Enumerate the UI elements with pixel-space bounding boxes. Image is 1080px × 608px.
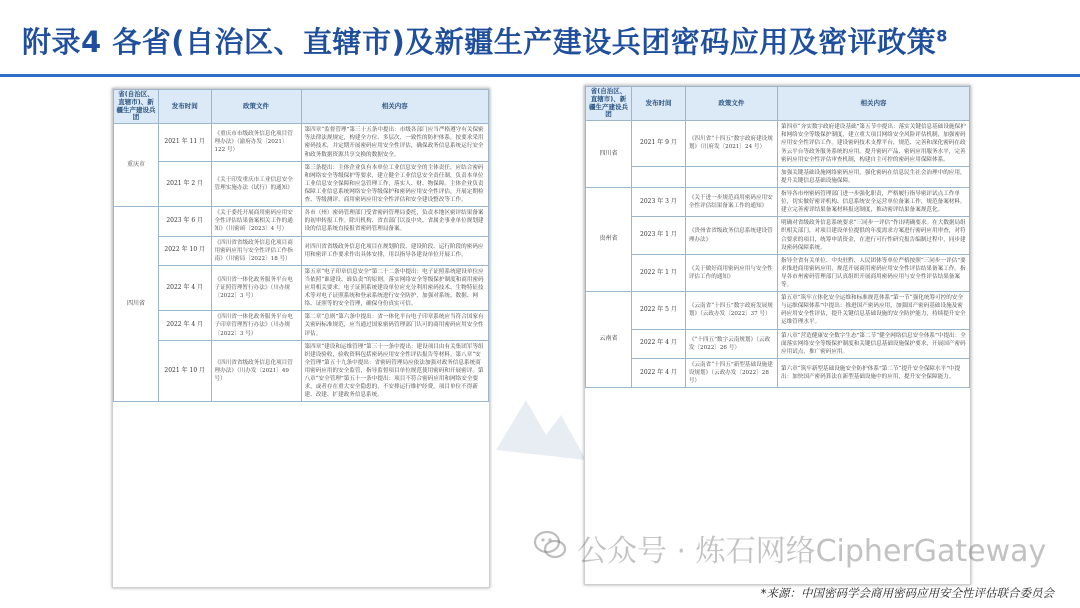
content-cell: 第四章“监督管理”第三十五条中提出：市级各部门应当严格遵守有关保密等法律法规规定，构建全方位、多层次、一致性的防护体系，按要求采用密码技术，并定期开展密码应用安全性评估，确保政务信息系统运行安全和政务数据资源共享交换的数据安全。 [301,124,489,161]
date-cell: 2022 年 1 月 [632,254,686,291]
page-title-footnote: 8 [936,26,948,46]
content-cell: 第六章“筑牢新型基础设施安全防护体系”第二节“提升安全保障水平”中提出：加快国产密码算法在新型基础设施中的应用，提升安全保障能力。 [777,358,969,387]
table-row [586,358,970,387]
table-row [114,236,489,265]
content-cell: 对四川省省级政务信息化项目在规划阶段、建设阶段、运行阶段的密码应用和密评工作要求作出具体安排，用以指导各建设单位开展工作。 [301,236,489,265]
table-row [586,254,970,291]
policy-cell: 《四川省“十四五”数字政府建设规划》（川府发〔2021〕24 号） [685,121,777,167]
title-rule [0,74,1080,77]
table-body-left [114,124,489,402]
watermark-text: 公众号 · 炼石网络CipherGateway [577,534,1047,569]
province-cell: 重庆市 [114,124,159,207]
content-cell: 加强关键基础设施网络密码应用，强化密码在信息民生社会治理中的应用，提升关键信息基础设施保障。 [777,166,969,187]
date-cell: 2022 年 4 月 [159,265,212,311]
table-row [586,121,970,167]
table-row [586,187,970,216]
policy-cell: 《四川省省级政务信息化项目管理办法》（川办发〔2021〕49 号） [211,340,301,402]
content-cell: 各市（州）密码管理部门受省密码管理局委托，负责本地区密评结果备案的初审转报工作。除川机构、省直部门以及中央、省属企事业单位规划建设的信息系统直接报省密码管理局备案。 [301,207,489,236]
date-cell: 2021 年 10 月 [159,340,212,402]
content-cell: 第三条提出：主体企业负有本单位工业信息安全的主体责任，应结合密码和网络安全等级保护等要求，建立健全工业信息安全责任制，负责本单位工业信息安全保障和应急管理工作，落实人、财、物保障。主体企业负责保障工业信息系统网络安全等级保护和密码应用安全性评估，开展定期检查、等级测评、商用密码应用安全性评估和安全建设整改等工作。 [301,161,489,207]
province-cell: 四川省 [114,207,159,402]
header-content: 相关内容 [301,90,489,124]
province-cell: 四川省 [586,121,632,188]
date-cell: 2021 年 11 月 [159,124,212,161]
policy-cell: 《云南省“十四五”新型基础设施建设规划》（云政办发〔2022〕28 号） [685,358,777,387]
table-row [586,292,970,329]
header-province: 省(自治区、直辖市)、新疆生产建设兵团 [586,87,632,121]
table-row [586,166,970,187]
province-cell: 贵州省 [586,187,632,291]
table-row [586,329,970,358]
policy-table-right [585,86,970,388]
table-row [114,265,489,311]
policy-cell: 《贵州省省级政务信息系统建设管理办法》 [685,217,777,254]
policy-cell: 《四川省一体化政务服务平台电子证照管理暂行办法》（川办规〔2022〕3 号） [211,265,301,311]
policy-cell: 《重庆市市级政务信息化项目管理办法》（渝府办发〔2021〕122 号） [211,124,301,161]
table-body-right [586,121,970,388]
content-cell: 第四章“建设和运维管理”第三十一条中提出：建设项目由有关集团军等组织建设验收，验收资料包括密码应用安全性评估报告等材料。第八章“安全管理”第五十九条中提出：省密码管理局应依法加强对政务信息系统商用密码应用的安全监管，指导监督项目单位规范使用密码和开展密评。第八章“安全管理”第五十一条中提出：项目不符合密码应用和网络安全要求，或者存在重大安全隐患的，不安排运行维护经费，项目单位不得新建、改建、扩建政务信息系统。 [301,340,489,402]
policy-cell: 《关于做好商用密码应用与安全性评估工作的通知》 [685,254,777,291]
content-cell: 第五章“筑牢立体化安全运维和标准规范体系”第一节“强化统筹可控的安全与运维保障体系”中提出：推进国产密码应用，加强国产密码基础设施及密码应用安全性评估，提升关键信息基础设施的安全防护能力，持续提升安全运维管理水平。 [777,292,969,329]
header-policy: 政策文件 [211,90,301,124]
header-province: 省(自治区、直辖市)、新疆生产建设兵团 [114,90,159,124]
table-row [586,217,970,254]
date-cell: 2023 年 6 月 [159,207,212,236]
date-cell: 2022 年 5 月 [632,292,686,329]
policy-cell [685,166,777,187]
date-cell: 2021 年 2 月 [159,161,212,207]
title-bar [0,0,1080,78]
content-cell: 第四章“夯实数字政府建设基础”第五节中提出：落实关键信息基础设施保护和网络安全等级保护制度，建立重大项目网络安全风险评估机制，加强密码应用安全性评估工作。建设密码技术支撑平台，规范、完善和深化密码在政务云平台等政务服务系统的应用。提升密码产品、密码应用服务水平，完善密码应用安全性评估审查机制，构建自主可控的密码应用保障体系。 [777,121,969,167]
table-row [114,207,489,236]
policy-cell: 《四川省一体化政务服务平台电子印章管理暂行办法》（川办规〔2022〕3 号） [211,311,301,340]
content-cell: 明确对省级政务信息系统要求“三同步一评估”作出明确要求。在大数据局组织相关部门，对项目建设单位提供的年度需求方案进行密码应用审查，对符合要求的项目，统筹申请资金，在进行可行性研究报告编制过程中，同步建设密码保障系统。 [777,217,969,254]
content-cell: 第八章“营造健康安全数字生态”第二节“健全网络信息安全体系”中提出：全面落实网络安全等级保护制度和关键信息基础设施保护要求，开展国产密码应用试点，推广密码应用。 [777,329,969,358]
policy-cell: 《关于委托开展商用密码应用安全性评估结果备案相关工作的通知》（川密函〔2023〕4 号） [211,207,301,236]
source-note: *来源：中国密码学会商用密码应用安全性评估联合委员会 [760,586,1054,600]
table-row [114,161,489,207]
policy-cell: 《“十四五”数字云南规划》（云政发〔2022〕26 号） [685,329,777,358]
date-cell: 2022 年 4 月 [159,311,212,340]
table-header-row [586,87,970,121]
date-cell: 2022 年 4 月 [632,358,686,387]
policy-document-right [584,85,971,585]
content-cell: 指导各市州密码管理部门进一步强化职责，严格履行指导密评试点工作单位，切实做好密评机构、信息系统安全运营单位备案工作，规范备案材料。建立完善密评结果备案材料报送制度，推动密评结果备案规范化。 [777,187,969,216]
content-cell: 第五章“电子印章信息安全”第二十二条中提出：电子证照系统建设单位应当依照“谁建设、谁负责”的原则，落实网络安全等级保护制度和商用密码应用相关要求。电子证照系统建设单位应充分利用密码技术、生物特征技术等对电子证照系统和登录系统进行安全防护，加强对系统、数据、网络、证照等的安全管理，确保身份真实可信。 [301,265,489,311]
province-cell: 云南省 [586,292,632,388]
content-cell: 第二章“总则”第六条中提出：省一体化平台电子印章系统应当符合国家有关密码标准规范，应当通过国家密码管理部门认可的商用密码应用安全性评估。 [301,311,489,340]
table-row [114,124,489,161]
header-policy: 政策文件 [685,87,777,121]
table-header-row [114,90,489,124]
table-row [114,311,489,340]
date-cell [632,166,686,187]
content-cell: 指导全省有关单位、中央驻黔、人民团体等单位严格按照“三同步一评估”要求推进商用密码应用，规范开展商用密码应用安全性评估结果备案工作。指导各市州密码管理部门认真组织开展商用密码应用与安全性评估结果备案等。 [777,254,969,291]
background-logo-icon [486,380,596,470]
table-row [114,340,489,402]
header-content: 相关内容 [777,87,969,121]
page-title-text: 附录4 各省(自治区、直辖市)及新疆生产建设兵团密码应用及密评政策 [22,25,937,59]
date-cell: 2022 年 10 月 [159,236,212,265]
header-date: 发布时间 [159,90,212,124]
date-cell: 2023 年 3 月 [632,187,686,216]
page-title [22,20,948,61]
policy-document-left [112,88,490,588]
date-cell: 2022 年 4 月 [632,329,686,358]
policy-cell: 《四川省省级政务信息化项目商用密码应用与安全性评估工作指南》（川密局〔2022〕18 号） [211,236,301,265]
policy-table-left [113,89,489,402]
policy-cell: 《关于进一步规范商用密码应用安全性评估结果备案工作的通知》 [685,187,777,216]
policy-cell: 《云南省“十四五”数字政府发展规划》（云政办发〔2022〕37 号） [685,292,777,329]
date-cell: 2021 年 9 月 [632,121,686,167]
wechat-logo-icon [533,528,567,562]
header-date: 发布时间 [632,87,686,121]
policy-cell: 《关于印发重庆市工业信息安全管理实施办法（试行）的通知》 [211,161,301,207]
date-cell: 2023 年 1 月 [632,217,686,254]
